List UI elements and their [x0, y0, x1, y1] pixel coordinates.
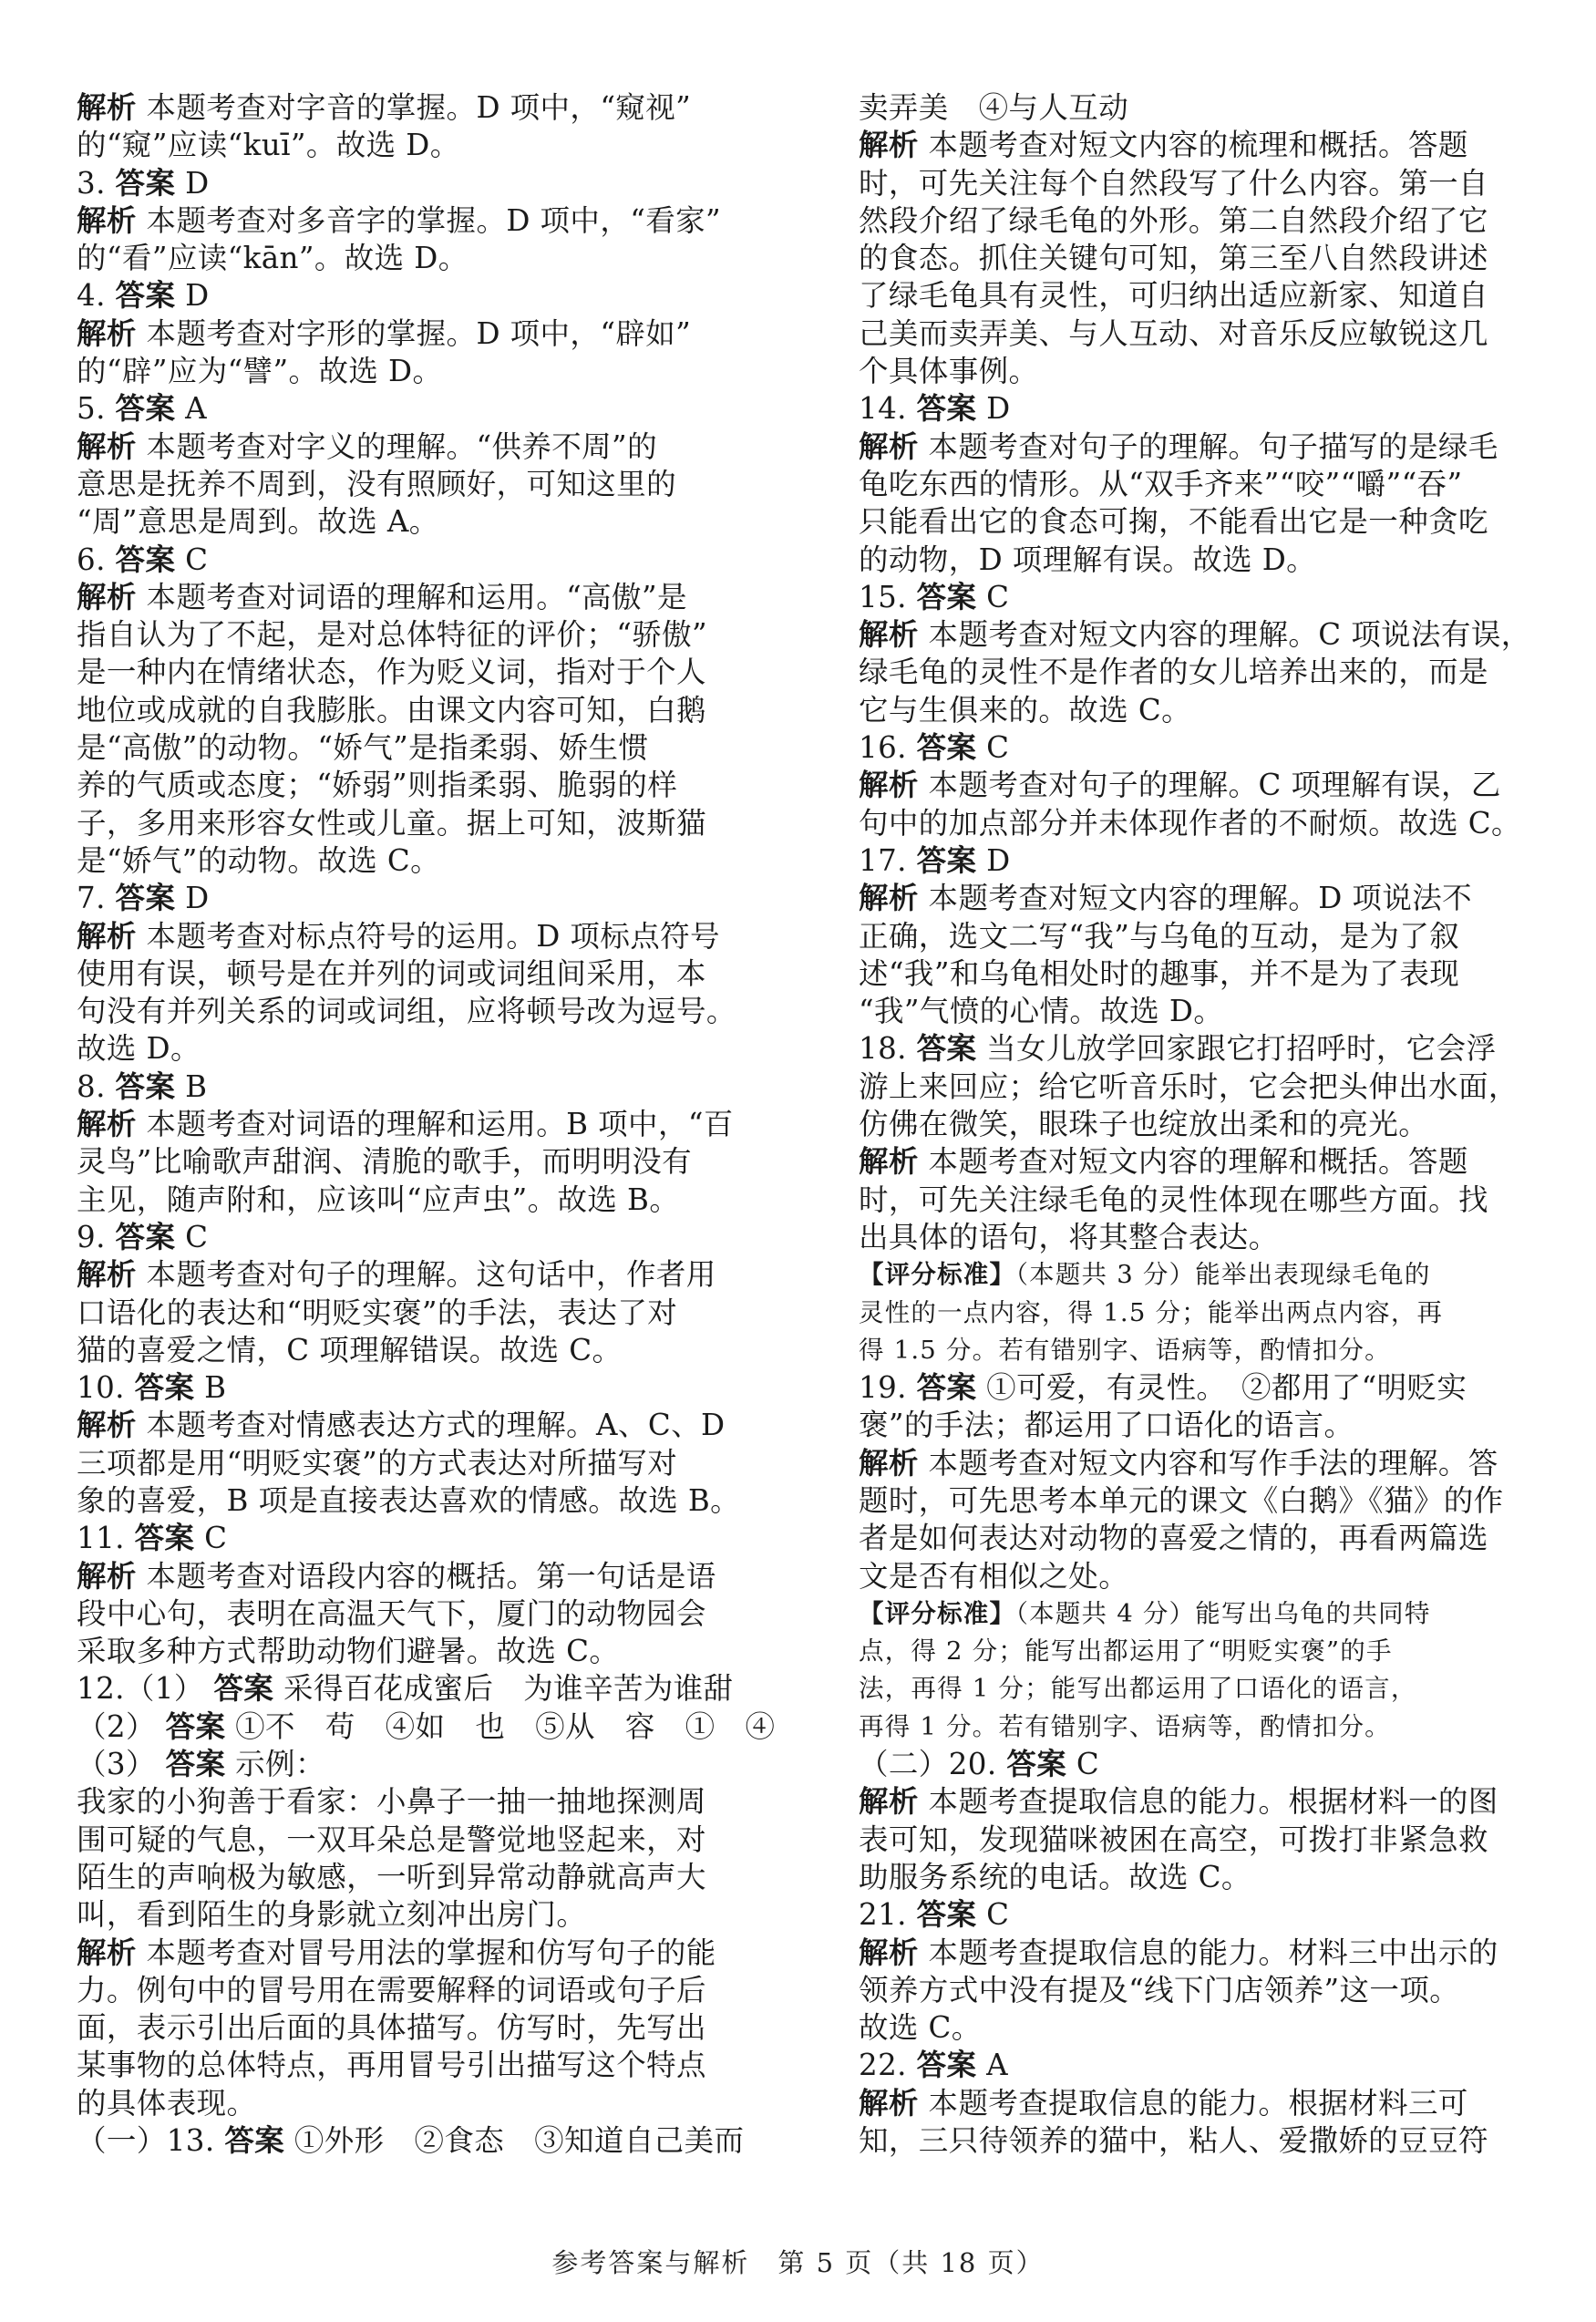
text-run: 本题考查对句子的理解。句子描写的是绿毛 [918, 428, 1498, 464]
text-run: 只能看出它的食态可掬，不能看出它是一种贪吃 [859, 504, 1488, 540]
text-line [859, 277, 1574, 315]
answer-keyword: 答案 [134, 1370, 195, 1406]
text-line [859, 842, 1574, 880]
text-line [77, 692, 792, 729]
text-line [859, 503, 1574, 541]
text-run: 本题考查对短文内容和写作手法的理解。答 [918, 1445, 1498, 1481]
text-run: 法，再得 1 分；能写出都运用了口语化的语言， [859, 1674, 1417, 1704]
text-run: 采得百花成蜜后 为谁辛苦为谁甜 [273, 1671, 734, 1707]
text-run: A [175, 391, 207, 427]
text-run: 句没有并列关系的词或词组，应将顿号改为逗号。 [77, 994, 736, 1029]
text-line [859, 2122, 1574, 2160]
text-line [77, 1972, 792, 2009]
text-run: 3. [77, 165, 116, 201]
text-run: 己美而卖弄美、与人互动、对音乐反应敏锐这几 [859, 315, 1488, 351]
text-line [77, 1670, 792, 1708]
text-line [859, 1219, 1574, 1256]
text-run: 5. [77, 391, 116, 427]
text-run: 灵鸟”比喻歌声甜润、清脆的歌手，而明明没有 [77, 1144, 693, 1180]
text-line [859, 1295, 1574, 1332]
answer-keyword: 解析 [859, 1445, 919, 1481]
text-run: D [976, 391, 1011, 427]
answer-keyword: 答案 [916, 391, 977, 427]
text-line [859, 127, 1574, 164]
text-run: 面，表示引出后面的具体描写。仿写时，先写出 [77, 2010, 706, 2046]
text-run: （本题共 4 分）能写出乌龟的共同特 [1015, 1598, 1431, 1628]
text-line [859, 466, 1574, 503]
answer-keyword: 答案 [115, 1219, 176, 1254]
answer-keyword: 解析 [859, 428, 919, 464]
text-run: 围可疑的气息，一双耳朵总是警觉地竖起来，对 [77, 1821, 706, 1857]
text-line [859, 1332, 1574, 1369]
text-run: D [976, 842, 1011, 878]
answer-keyword: 解析 [859, 2085, 919, 2121]
text-line [77, 127, 792, 164]
text-line [859, 1595, 1574, 1633]
text-line [77, 729, 792, 767]
answer-keyword: 解析 [859, 128, 919, 163]
text-line [77, 1935, 792, 1972]
answer-keyword: 答案 [165, 1708, 226, 1744]
text-run: 题时，可先思考本单元的课文《白鹅》《猫》的作 [859, 1482, 1504, 1518]
answer-keyword: 答案 [115, 278, 176, 314]
text-run: C [175, 542, 209, 577]
answer-keyword: 解析 [77, 1107, 137, 1142]
text-run: 17. [859, 842, 917, 878]
answer-keyword: 解析 [77, 315, 137, 351]
answer-keyword: 答案 [115, 881, 176, 916]
text-line [859, 993, 1574, 1030]
text-line [77, 202, 792, 240]
text-run: D [175, 881, 210, 916]
text-run: 故选 C。 [859, 2010, 982, 2046]
text-run: 的“看”应读“kān”。故选 D。 [77, 241, 469, 276]
text-line [859, 1558, 1574, 1595]
text-run: 本题考查对短文内容的理解。C 项说法有误， [918, 617, 1531, 653]
text-run: B [175, 1068, 208, 1104]
text-run: 的“窥”应读“kuī”。故选 D。 [77, 128, 460, 163]
text-line [859, 1746, 1574, 1783]
text-line [77, 277, 792, 315]
text-run: 本题考查提取信息的能力。根据材料三可 [918, 2085, 1468, 2121]
text-line [77, 390, 792, 428]
answer-keyword: 答案 [115, 542, 176, 577]
text-line [859, 240, 1574, 277]
answer-keyword: 解析 [77, 1935, 137, 1970]
text-line [77, 2009, 792, 2047]
text-run: 象的喜爱，B 项是直接表达喜欢的情感。故选 B。 [77, 1482, 741, 1518]
text-run: 的具体表现。 [77, 2085, 257, 2121]
text-run: 示例： [225, 1747, 325, 1782]
text-line [859, 1182, 1574, 1219]
text-run: （一）13. [77, 2123, 225, 2159]
text-line [77, 542, 792, 579]
text-line [77, 165, 792, 202]
text-line [859, 165, 1574, 202]
text-run: 点，得 2 分；能写出都运用了“明贬实褒”的手 [859, 1636, 1393, 1667]
text-run: 时，可先关注每个自然段写了什么内容。第一自 [859, 165, 1488, 201]
text-run: 助服务系统的电话。故选 C。 [859, 1859, 1251, 1894]
text-run: 18. [859, 1031, 917, 1067]
text-line [859, 767, 1574, 804]
text-run: ①外形 ②食态 ③知道自己美而 [284, 2123, 745, 2159]
text-run: （3） [77, 1747, 166, 1782]
text-line [77, 2047, 792, 2084]
answer-keyword: 解析 [859, 617, 919, 653]
text-line [77, 1332, 792, 1369]
text-line [859, 918, 1574, 955]
text-run: “周”意思是周到。故选 A。 [77, 504, 439, 540]
text-run: 8. [77, 1068, 116, 1104]
text-run: 本题考查对短文内容的理解和概括。答题 [918, 1144, 1468, 1180]
text-line [77, 1896, 792, 1934]
right-text-column [859, 89, 1574, 2160]
text-run: 段中心句，表明在高温天气下，厦门的动物园会 [77, 1595, 706, 1631]
text-run: 本题考查对句子的理解。C 项理解有误，乙 [918, 768, 1501, 803]
answer-keyword: 解析 [77, 1408, 137, 1443]
text-line [77, 955, 792, 993]
text-run: 龟吃东西的情形。从“双手齐来”“咬”“嚼”“吞” [859, 466, 1463, 501]
text-line [77, 1106, 792, 1143]
text-run: C [175, 1219, 209, 1254]
text-run: 6. [77, 542, 116, 577]
answer-keyword: 解析 [859, 1935, 919, 1970]
text-run: 本题考查对语段内容的概括。第一句话是语 [136, 1558, 716, 1594]
answer-keyword: 答案 [115, 391, 176, 427]
text-run: 三项都是用“明贬实褒”的方式表达对所描写对 [77, 1445, 678, 1481]
text-line [77, 1482, 792, 1520]
text-run: 本题考查对短文内容的梳理和概括。答题 [918, 128, 1468, 163]
answer-keyword: 答案 [115, 165, 176, 201]
text-line [859, 428, 1574, 466]
text-line [859, 729, 1574, 767]
text-run: 的食态。抓住关键句可知，第三至八自然段讲述 [859, 241, 1488, 276]
text-line [77, 918, 792, 955]
answer-keyword: 答案 [916, 842, 977, 878]
text-run: 口语化的表达和“明贬实褒”的手法，表达了对 [77, 1295, 678, 1330]
text-line [77, 616, 792, 654]
text-line [859, 579, 1574, 616]
answer-keyword: 答案 [916, 1370, 977, 1406]
answer-keyword: 解析 [77, 918, 137, 954]
text-line [77, 1783, 792, 1821]
text-line [77, 1030, 792, 1068]
text-run: 出具体的语句，将其整合表达。 [859, 1219, 1279, 1254]
text-line [77, 1182, 792, 1219]
text-run: （2） [77, 1708, 166, 1744]
text-run: 是“高傲”的动物。“娇气”是指柔弱、娇生惯 [77, 730, 649, 766]
text-run: 本题考查提取信息的能力。材料三中出示的 [918, 1935, 1498, 1970]
text-run: 本题考查对冒号用法的掌握和仿写句子的能 [136, 1935, 716, 1970]
answer-keyword: 解析 [77, 579, 137, 614]
text-run: 本题考查对词语的理解和运用。“高傲”是 [136, 579, 687, 614]
text-run: 力。例句中的冒号用在需要解释的词语或句子后 [77, 1972, 706, 2007]
text-line [77, 767, 792, 804]
answer-keyword: 答案 [115, 1068, 176, 1104]
text-run: 故选 D。 [77, 1031, 201, 1067]
left-text-column [77, 89, 792, 2160]
text-line [77, 1746, 792, 1783]
text-line [859, 390, 1574, 428]
text-run: 12.（1） [77, 1671, 214, 1707]
text-line [77, 1295, 792, 1332]
text-run: 7. [77, 881, 116, 916]
text-run: D [175, 165, 210, 201]
answer-keyword: 解析 [77, 202, 137, 238]
text-run: 主见，随声附和，应该叫“应声虫”。故选 B。 [77, 1182, 680, 1217]
text-run: 表可知，发现猫咪被困在高空，可拨打非紧急救 [859, 1821, 1488, 1857]
text-line [77, 1143, 792, 1181]
text-line [859, 1783, 1574, 1821]
text-line [859, 1369, 1574, 1407]
text-run: 14. [859, 391, 917, 427]
text-run: ①不 苟 ④如 也 ⑤从 容 ① ④ [225, 1708, 776, 1744]
text-line [859, 89, 1574, 127]
text-line [77, 89, 792, 127]
text-line [77, 503, 792, 541]
answer-keyword: 解析 [77, 428, 137, 464]
text-run: 它与生俱来的。故选 C。 [859, 692, 1191, 728]
text-run: 19. [859, 1370, 917, 1406]
text-run: C [194, 1521, 228, 1556]
text-run: 叫，看到陌生的身影就立刻冲出房门。 [77, 1897, 587, 1933]
text-line [859, 1482, 1574, 1520]
text-run: 地位或成就的自我膨胀。由课文内容可知，白鹅 [77, 692, 706, 728]
text-line [859, 1972, 1574, 2009]
text-run: 16. [859, 730, 917, 766]
text-line [859, 1256, 1574, 1294]
answer-keyword: 答案 [213, 1671, 274, 1707]
text-run: 陌生的声响极为敏感，一听到异常动静就高声大 [77, 1859, 706, 1894]
text-run: 知，三只待领养的猫中，粘人、爱撒娇的豆豆符 [859, 2123, 1488, 2159]
text-line [859, 1445, 1574, 1482]
text-run: 本题考查对标点符号的运用。D 项标点符号 [136, 918, 720, 954]
text-run: 采取多种方式帮助动物们避暑。故选 C。 [77, 1634, 620, 1669]
scoring-standard-label: 【评分标准】 [859, 1598, 1016, 1628]
text-run: 22. [859, 2048, 917, 2083]
text-run: C [1066, 1747, 1100, 1782]
text-line [77, 1558, 792, 1595]
text-run: 是“娇气”的动物。故选 C。 [77, 842, 441, 878]
text-line [77, 1520, 792, 1557]
text-line [859, 1670, 1574, 1708]
answer-keyword: 答案 [916, 579, 977, 614]
text-run: 本题考查对词语的理解和运用。B 项中，“百 [136, 1107, 734, 1142]
text-run: 21. [859, 1897, 917, 1933]
answer-keyword: 答案 [916, 1897, 977, 1933]
text-line [77, 315, 792, 353]
text-line [77, 654, 792, 691]
answer-keyword: 答案 [916, 730, 977, 766]
text-line [77, 1219, 792, 1256]
text-line [77, 2122, 792, 2160]
text-run: 正确，选文二写“我”与乌龟的互动，是为了叙 [859, 918, 1460, 954]
text-run: 当女儿放学回家跟它打招呼时，它会浮 [976, 1031, 1497, 1067]
text-run: C [976, 579, 1010, 614]
text-run: 述“我”和乌龟相处时的趣事，并不是为了表现 [859, 955, 1460, 991]
text-run: 了绿毛龟具有灵性，可归纳出适应新家、知道自 [859, 278, 1488, 314]
text-run: 仿佛在微笑，眼珠子也绽放出柔和的亮光。 [859, 1107, 1429, 1142]
text-run: 本题考查对字义的理解。“供养不周”的 [136, 428, 657, 464]
text-line [77, 1633, 792, 1670]
text-run: 本题考查提取信息的能力。根据材料一的图 [918, 1784, 1498, 1820]
text-run: 再得 1 分。若有错别字、语病等，酌情扣分。 [859, 1711, 1391, 1741]
text-line [77, 240, 792, 277]
text-line [77, 2085, 792, 2122]
text-run: （二）20. [859, 1747, 1007, 1782]
text-line [859, 2085, 1574, 2122]
scoring-standard-label: 【评分标准】 [859, 1260, 1016, 1290]
text-line [859, 2047, 1574, 2084]
text-line [77, 1445, 792, 1482]
text-line [77, 993, 792, 1030]
text-line [859, 1068, 1574, 1106]
text-line [859, 1859, 1574, 1896]
text-run: 然段介绍了绿毛龟的外形。第二自然段介绍了它 [859, 202, 1488, 238]
text-line [859, 315, 1574, 353]
text-run: 本题考查对情感表达方式的理解。A、C、D [136, 1408, 726, 1443]
text-run: 某事物的总体特点，再用冒号引出描写这个特点 [77, 2048, 706, 2083]
text-line [859, 1520, 1574, 1557]
text-line [77, 805, 792, 842]
text-line [859, 1407, 1574, 1444]
text-line [859, 1633, 1574, 1670]
text-run: 文是否有相似之处。 [859, 1558, 1129, 1594]
text-run: 我家的小狗善于看家：小鼻子一抽一抽地探测周 [77, 1784, 706, 1820]
text-line [859, 1896, 1574, 1934]
text-run: 卖弄美 ④与人互动 [859, 90, 1129, 125]
text-line [859, 1935, 1574, 1972]
text-run: 者是如何表达对动物的喜爱之情的，再看两篇选 [859, 1521, 1488, 1556]
text-line [77, 466, 792, 503]
text-line [77, 1821, 792, 1859]
text-line [77, 842, 792, 880]
text-run: 时，可先关注绿毛龟的灵性体现在哪些方面。找 [859, 1182, 1488, 1217]
text-line [77, 579, 792, 616]
answer-keyword: 解析 [859, 1144, 919, 1180]
answer-keyword: 答案 [224, 2123, 285, 2159]
text-run: 本题考查对多音字的掌握。D 项中，“看家” [136, 202, 722, 238]
text-run: B [194, 1370, 227, 1406]
text-run: 是一种内在情绪状态，作为贬义词，指对于个人 [77, 655, 706, 690]
text-run: A [976, 2048, 1009, 2083]
text-run: 得 1.5 分。若有错别字、语病等，酌情扣分。 [859, 1335, 1391, 1365]
text-run: 绿毛龟的灵性不是作者的女儿培养出来的，而是 [859, 655, 1488, 690]
answer-keyword: 解析 [77, 90, 137, 125]
text-line [859, 880, 1574, 917]
answer-keyword: 答案 [916, 1031, 977, 1067]
answer-keyword: 解析 [859, 768, 919, 803]
text-line [859, 353, 1574, 390]
text-line [77, 1859, 792, 1896]
text-run: “我”气愤的心情。故选 D。 [859, 994, 1224, 1029]
text-run: 使用有误，顿号是在并列的词或词组间采用，本 [77, 955, 706, 991]
text-line [859, 202, 1574, 240]
text-run: 本题考查对短文内容的理解。D 项说法不 [918, 881, 1473, 916]
text-line [77, 1256, 792, 1294]
text-run: 灵性的一点内容，得 1.5 分；能举出两点内容，再 [859, 1297, 1444, 1327]
text-run: 意思是抚养不周到，没有照顾好，可知这里的 [77, 466, 677, 501]
text-line [859, 1708, 1574, 1746]
text-run: 养的气质或态度；“娇弱”则指柔弱、脆弱的样 [77, 768, 678, 803]
answer-keyword: 解析 [77, 1558, 137, 1594]
text-run: 个具体事例。 [859, 354, 1039, 389]
text-run: 本题考查对字形的掌握。D 项中，“辟如” [136, 315, 692, 351]
text-line [77, 1407, 792, 1444]
text-run: 褒”的手法；都运用了口语化的语言。 [859, 1408, 1354, 1443]
text-run: 游上来回应；给它听音乐时，它会把头伸出水面， [859, 1068, 1519, 1104]
text-run: ①可爱，有灵性。 ②都用了“明贬实 [976, 1370, 1467, 1406]
text-line [859, 2009, 1574, 2047]
answer-keyword: 答案 [165, 1747, 226, 1782]
answer-keyword: 解析 [859, 1784, 919, 1820]
text-line [859, 616, 1574, 654]
answer-keyword: 解析 [859, 881, 919, 916]
text-line [859, 542, 1574, 579]
text-run: （本题共 3 分）能举出表现绿毛龟的 [1015, 1260, 1431, 1290]
text-line [859, 1143, 1574, 1181]
text-line [859, 1030, 1574, 1068]
text-run: 的“辟”应为“譬”。故选 D。 [77, 354, 443, 389]
text-line [77, 1708, 792, 1746]
text-run: 句中的加点部分并未体现作者的不耐烦。故选 C。 [859, 805, 1521, 841]
text-run: 子，多用来形容女性或儿童。据上可知，波斯猫 [77, 805, 706, 841]
answer-keyword: 答案 [134, 1521, 195, 1556]
text-line [859, 805, 1574, 842]
text-run: 指自认为了不起，是对总体特征的评价；“骄傲” [77, 617, 708, 653]
text-line [859, 1106, 1574, 1143]
text-run: C [976, 1897, 1010, 1933]
text-line [77, 353, 792, 390]
text-run: 10. [77, 1370, 135, 1406]
text-run: 4. [77, 278, 116, 314]
page-footer: 参考答案与解析 第 5 页（共 18 页） [551, 2247, 1045, 2278]
text-run: 领养方式中没有提及“线下门店领养”这一项。 [859, 1972, 1460, 2007]
text-line [77, 1595, 792, 1633]
answer-keyword: 答案 [916, 2048, 977, 2083]
text-run: 本题考查对字音的掌握。D 项中，“窥视” [136, 90, 692, 125]
text-line [859, 1821, 1574, 1859]
text-line [77, 880, 792, 917]
text-run: 11. [77, 1521, 135, 1556]
text-line [77, 1068, 792, 1106]
text-run: 15. [859, 579, 917, 614]
text-run: 猫的喜爱之情，C 项理解错误。故选 C。 [77, 1332, 623, 1367]
answer-keyword: 答案 [1006, 1747, 1067, 1782]
text-run: D [175, 278, 210, 314]
text-run: C [976, 730, 1010, 766]
text-line [77, 428, 792, 466]
text-run: 9. [77, 1219, 116, 1254]
text-line [859, 692, 1574, 729]
text-line [859, 955, 1574, 993]
text-run: 的动物，D 项理解有误。故选 D。 [859, 542, 1317, 577]
text-line [77, 1369, 792, 1407]
answer-keyword: 解析 [77, 1257, 137, 1293]
text-run: 本题考查对句子的理解。这句话中，作者用 [136, 1257, 716, 1293]
text-line [859, 654, 1574, 691]
